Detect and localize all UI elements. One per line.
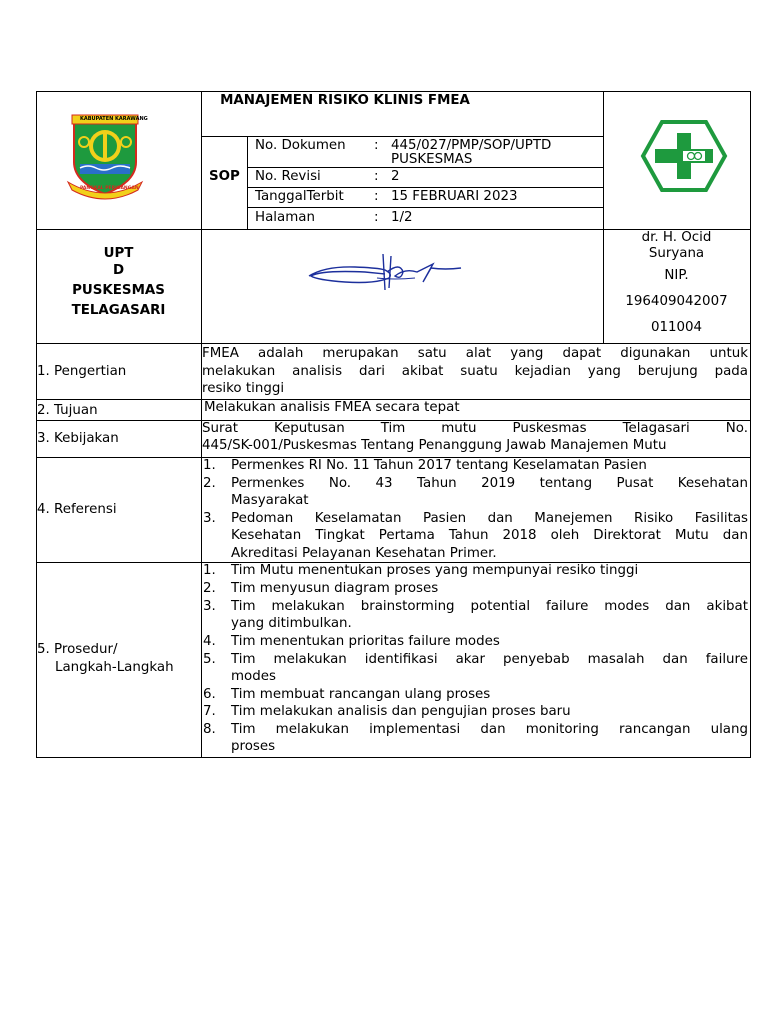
- step-number-4: 4.: [203, 634, 216, 649]
- step-8-line-1: Tim melakukan implementasi dan monitoring rancangan ulang: [231, 722, 748, 737]
- signature: [305, 248, 465, 298]
- kebijakan-line-2: 445/SK-001/Puskesmas Tentang Penanggung Jawab Manajemen Mutu: [202, 438, 667, 453]
- step-number-7: 7.: [203, 704, 216, 719]
- revision-label: No. Revisi: [255, 169, 321, 184]
- step-number-3: 3.: [203, 599, 216, 614]
- issue-date-label: TanggalTerbit: [255, 189, 344, 204]
- step-6-line-1: Tim membuat rancangan ulang proses: [231, 687, 491, 702]
- doc-number-label: No. Dokumen: [255, 138, 346, 153]
- kabupaten-karawang-logo: [66, 112, 148, 198]
- step-number-8: 8.: [203, 722, 216, 737]
- step-number-1: 1.: [203, 563, 216, 578]
- pengertian-line-2: melakukan analisis dari akibat suatu kejadian yang berujung pada: [202, 364, 748, 379]
- section-prosedur-label-2: Langkah-Langkah: [55, 660, 174, 675]
- ref-item-3-line-3: Akreditasi Pelayanan Kesehatan Primer.: [231, 546, 497, 561]
- ref-number-2: 2.: [203, 476, 216, 491]
- step-number-2: 2.: [203, 581, 216, 596]
- logo-bottom-text: PANGKAL PERJOANGAN: [80, 186, 139, 191]
- step-number-5: 5.: [203, 652, 216, 667]
- ref-item-3-line-2: Kesehatan Tingkat Pertama Tahun 2018 oleh Direktorat Mutu dan: [231, 528, 748, 543]
- ref-number-1: 1.: [203, 458, 216, 473]
- step-number-6: 6.: [203, 687, 216, 702]
- pengertian-line-1: FMEA adalah merupakan satu alat yang dapat digunakan untuk: [202, 346, 748, 361]
- ref-item-1-line-1: Permenkes RI No. 11 Tahun 2017 tentang Keselamatan Pasien: [231, 458, 647, 473]
- sop-label: SOP: [209, 169, 240, 184]
- ref-item-3-line-1: Pedoman Keselamatan Pasien dan Manejemen Risiko Fasilitas: [231, 511, 748, 526]
- ref-number-3: 3.: [203, 511, 216, 526]
- section-tujuan-label: 2. Tujuan: [37, 403, 98, 418]
- page-sep: :: [374, 210, 379, 225]
- signer-name-1: dr. H. Ocid: [641, 230, 712, 245]
- step-5-line-1: Tim melakukan identifikasi akar penyebab masalah dan failure: [231, 652, 748, 667]
- section-pengertian-label: 1. Pengertian: [37, 364, 127, 379]
- doc-number-sep: :: [374, 138, 379, 153]
- page-label: Halaman: [255, 210, 315, 225]
- tujuan-line-1: Melakukan analisis FMEA secara tepat: [204, 400, 460, 415]
- org-line-4: TELAGASARI: [71, 303, 166, 318]
- ref-item-2-line-1: Permenkes No. 43 Tahun 2019 tentang Pusat Kesehatan: [231, 476, 748, 491]
- step-1-line-1: Tim Mutu menentukan proses yang mempunyai resiko tinggi: [231, 563, 639, 578]
- step-3-line-2: yang ditimbulkan.: [231, 616, 352, 631]
- doc-number-value-2: PUSKESMAS: [391, 152, 473, 167]
- revision-sep: :: [374, 169, 379, 184]
- step-4-line-1: Tim menentukan prioritas failure modes: [231, 634, 500, 649]
- puskesmas-logo: [641, 119, 727, 193]
- signer-nip-label: NIP.: [664, 268, 689, 283]
- step-8-line-2: proses: [231, 739, 276, 754]
- section-referensi-label: 4. Referensi: [37, 502, 117, 517]
- org-line-1: UPT: [103, 246, 134, 261]
- kebijakan-line-1: Surat Keputusan Tim mutu Puskesmas Telagasari No.: [202, 421, 748, 436]
- pengertian-line-3: resiko tinggi: [202, 381, 285, 396]
- document-title: MANAJEMEN RISIKO KLINIS FMEA: [220, 93, 470, 108]
- step-5-line-2: modes: [231, 669, 276, 684]
- signer-nip-1: 196409042007: [625, 294, 728, 309]
- org-line-3: PUSKESMAS: [72, 283, 165, 298]
- org-line-2: D: [112, 263, 125, 278]
- section-prosedur-label-1: 5. Prosedur/: [37, 642, 118, 657]
- doc-number-value: 445/027/PMP/SOP/UPTD: [391, 138, 552, 153]
- step-3-line-1: Tim melakukan brainstorming potential failure modes dan akibat: [231, 599, 748, 614]
- step-2-line-1: Tim menyusun diagram proses: [231, 581, 439, 596]
- ref-item-2-line-2: Masyarakat: [231, 493, 309, 508]
- logo-top-text: KABUPATEN KARAWANG: [80, 116, 148, 122]
- issue-date-value: 15 FEBRUARI 2023: [391, 189, 518, 204]
- section-kebijakan-label: 3. Kebijakan: [37, 431, 119, 446]
- issue-date-sep: :: [374, 189, 379, 204]
- signer-name-2: Suryana: [648, 246, 705, 261]
- signer-nip-2: 011004: [650, 320, 703, 335]
- step-7-line-1: Tim melakukan analisis dan pengujian proses baru: [231, 704, 571, 719]
- revision-value: 2: [391, 169, 400, 184]
- page-value: 1/2: [391, 210, 413, 225]
